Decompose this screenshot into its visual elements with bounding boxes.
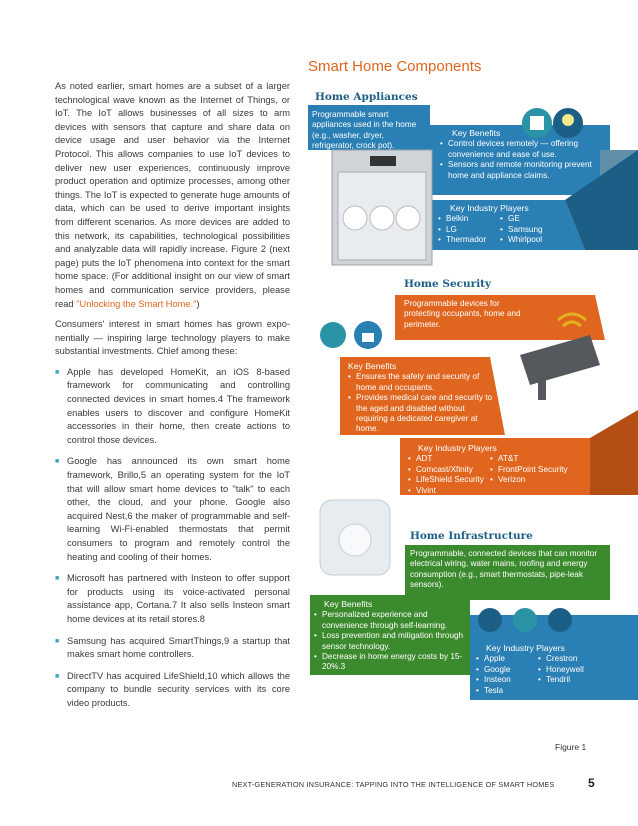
list-item: • GE [500, 214, 558, 224]
list-item: ■ DirectTV has acquired LifeShield,10 which allows the company to bundle security services with its core video products. [55, 670, 290, 711]
list-item: • Samsung [500, 225, 558, 235]
body-text-column [55, 80, 290, 719]
security-description: Programmable devices for protecting occupants, home and perimeter. [404, 299, 521, 329]
list-item: • Crestron [538, 654, 626, 664]
players-title: Key Industry Players [418, 443, 497, 453]
figure-caption: Figure 1 [555, 742, 587, 752]
plate-icon [396, 206, 420, 230]
list-item: • Tendril [538, 675, 626, 685]
list-item: • Ensures the safety and security of home and occupants. [348, 372, 498, 393]
list-item: • Personalized experience and convenience through self-learning. [314, 610, 466, 631]
appliances-key-benefits [440, 128, 612, 181]
security-players-fold [590, 410, 638, 495]
lightbulb-glass [562, 114, 574, 126]
list-item: • Apple [476, 654, 534, 664]
benefits-title: Key Benefits [452, 128, 501, 138]
list-item: • Sensors and remote monitoring prevent home and appliance claims. [440, 160, 612, 181]
security-camera-icon [520, 335, 600, 385]
home-security-heading: Home Security [404, 278, 492, 290]
home-appliances-heading: Home Appliances [315, 91, 418, 103]
police-badge-icon [320, 322, 346, 348]
plate-icon [343, 206, 367, 230]
list-item: • LG [438, 225, 496, 235]
unlocking-smart-home-link[interactable]: "Unlocking the Smart Home." [76, 298, 197, 309]
battery-icon [478, 608, 502, 632]
thermometer-icon [548, 608, 572, 632]
list-item: • Thermador [438, 235, 496, 245]
list-item: • Whirlpool [500, 235, 558, 245]
thermostat-dial [339, 524, 371, 556]
intro-paragraph: As noted earlier, smart homes are a subset of a larger technological wave known as the Internet of Things, or IoT. The IoT allows businesses of all sizes to arm devices with sensors that capture and share data on device usage and user behavior via the Internet Protocol. This allows companies to use IoT devices to deliver new user experiences, continuously improve product operation and optimize processes, among other things. The IoT is expected to generate huge amounts of data, which can be used to derive important insights from different scenarios. As more devices are added to this network, its capabilities, technological possibilities and analyzable data will rapidly increase. Figure 2 (next page) puts the IoT phenomena into context for the smart home space. (For additional insight on our view of smart homes and communication service providers, please read "Unlocking the Smart Home.") [55, 81, 290, 309]
list-item: ■ Apple has developed HomeKit, an iOS 8-based framework for communicating and controlling connected devices in smart homes.4 The framework enables users to discover and configure HomeKit accessories in their home, then create actions to control those devices. [55, 366, 290, 448]
list-item: ■ Samsung has acquired SmartThings,9 a startup that makes smart home controllers. [55, 635, 290, 662]
camera-mount [538, 380, 546, 400]
page-number: 5 [588, 776, 595, 790]
list-item: • ADT [408, 454, 486, 464]
list-item: • Insteon [476, 675, 534, 685]
players-title: Key Industry Players [450, 203, 529, 213]
security-key-players [408, 443, 586, 496]
lock-icon-body [362, 333, 374, 342]
appliances-key-players [438, 203, 558, 246]
water-drop-icon [513, 608, 537, 632]
list-item: • Verizon [490, 475, 586, 485]
list-item: • AT&T [490, 454, 586, 464]
plate-icon [370, 206, 394, 230]
benefits-title: Key Benefits [348, 361, 397, 371]
list-item: • Provides medical care and security to the aged and disabled without requiring a dedicated caregiver at home. [348, 393, 498, 435]
infrastructure-key-benefits [314, 599, 466, 673]
dishwasher-panel [370, 156, 396, 166]
list-item: • Vivint [408, 486, 486, 496]
infrastructure-key-players [476, 643, 626, 696]
figure-title: Smart Home Components [308, 58, 482, 75]
home-infrastructure-heading: Home Infrastructure [410, 530, 533, 542]
consumer-interest-paragraph: Consumers' interest in smart homes has grown expo-nentially — inspiring large technology players to make substantial investments. Chief among these: [55, 319, 290, 357]
list-item: • Control devices remotely — offering convenience and ease of use. [440, 139, 612, 160]
list-item: • FrontPoint Security [490, 465, 586, 475]
list-item: • Comcast/Xfinity [408, 465, 486, 475]
list-item: ■ Microsoft has partnered with Insteon to offer support for products using its voice-activated personal assistance app, Cortana.7 It also sells Insteon smart home devices at its retail stores.8 [55, 572, 290, 626]
page-footer: NEXT-GENERATION INSURANCE: TAPPING INTO THE INTELLIGENCE OF SMART HOMES [232, 780, 555, 789]
company-bullet-list [55, 366, 290, 711]
list-item: • LifeShield Security [408, 475, 486, 485]
benefits-title: Key Benefits [324, 599, 373, 609]
players-title: Key Industry Players [486, 643, 565, 653]
list-item: ■ Google has announced its own smart home framework, Brillo,5 an operating system for the IoT that will allow smart home devices to "talk" to each other, the cloud, and your phone. Google also acquired Nest,6 the maker of programmable and self-learning Wi-Fi-enabled thermostats that permit consumers to program and remotely control the heating and cooling of their homes. [55, 455, 290, 564]
list-item: • Tesla [476, 686, 534, 696]
list-item: • Google [476, 665, 534, 675]
appliances-description: Programmable smart appliances used in the home (e.g., washer, dryer, refrigerator, crock pot). [312, 110, 417, 151]
list-item: • Belkin [438, 214, 496, 224]
smart-home-components-figure [300, 0, 638, 760]
list-item: • Decrease in home energy costs by 15-20%.3 [314, 652, 466, 673]
list-item: • Loss prevention and mitigation through sensor technology. [314, 631, 466, 652]
security-key-benefits [348, 361, 498, 435]
list-item: • Honeywell [538, 665, 626, 675]
infrastructure-description: Programmable, connected devices that can monitor electrical wiring, water mains, roofing and energy consumption (e.g., smart thermostats, pipe-leak sensors). [410, 549, 598, 590]
